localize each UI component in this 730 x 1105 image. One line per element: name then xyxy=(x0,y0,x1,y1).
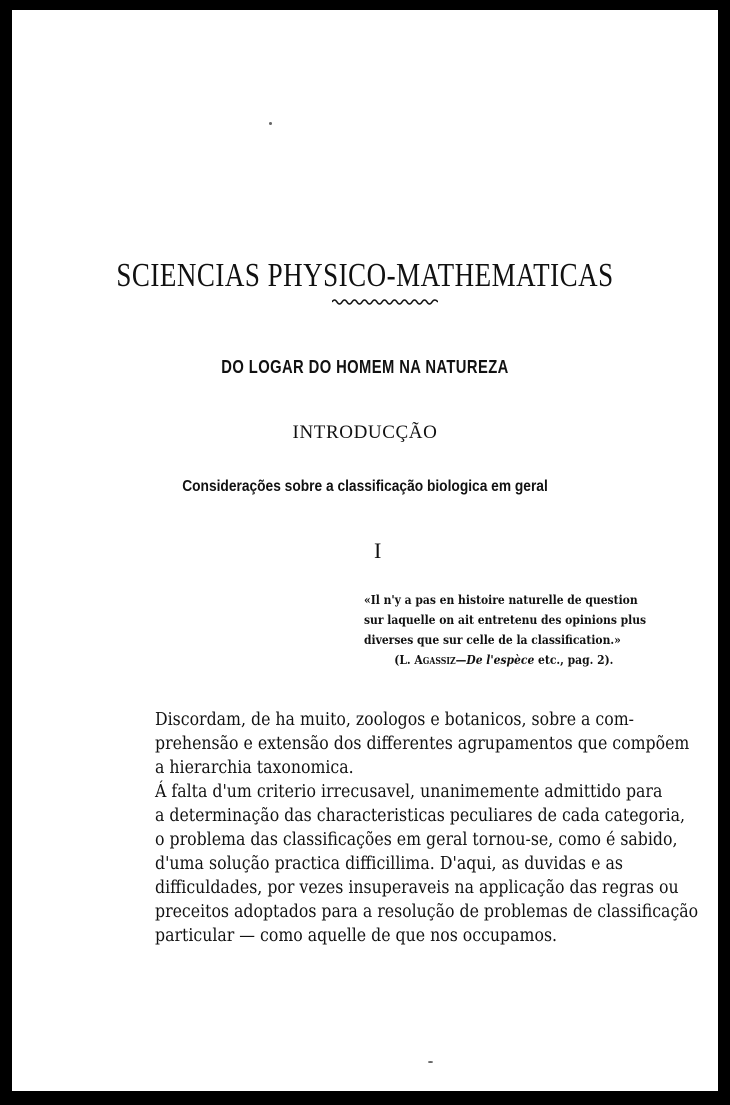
epigraph-line: sur laquelle on ait entretenu des opinions plus xyxy=(364,612,647,627)
wavy-rule-ornament xyxy=(332,298,438,306)
body-line: Discordam, de ha muito, zoologos e botanicos, sobre a com- xyxy=(155,710,634,730)
body-line: a hierarchia taxonomica. xyxy=(155,758,354,778)
section-numeral: I xyxy=(374,538,382,563)
body-line: o problema das classificações em geral tornou-se, como é sabido, xyxy=(155,830,678,850)
ink-speck xyxy=(269,122,272,125)
intro-heading: INTRODUCÇÃO xyxy=(292,422,438,443)
ink-speck xyxy=(428,1061,433,1063)
citation-work: De l'espèce xyxy=(466,652,535,667)
epigraph xyxy=(364,590,647,670)
body-line: Á falta d'um criterio irrecusavel, unanimemente admittido para xyxy=(155,782,663,802)
citation-rest: etc., pag. 2). xyxy=(534,652,614,667)
body-text xyxy=(155,708,699,948)
body-line: a determinação das characteristicas peculiares de cada categoria, xyxy=(155,806,686,826)
body-line: prehensão e extensão dos differentes agrupamentos que compõem xyxy=(155,734,690,754)
body-line: particular — como aquelle de que nos occupamos. xyxy=(155,926,558,946)
article-title: DO LOGAR DO HOMEM NA NATUREZA xyxy=(221,357,509,377)
body-line: difficuldades, por vezes insuperaveis na applicação das regras ou xyxy=(155,878,679,898)
citation-author: Agassiz xyxy=(414,652,456,667)
epigraph-citation xyxy=(364,650,613,670)
citation-dash: — xyxy=(455,652,467,667)
section-title: SCIENCIAS PHYSICO-MATHEMATICAS xyxy=(116,256,614,294)
epigraph-line: diverses que sur celle de la classification.» xyxy=(364,632,621,647)
citation-open: (L. xyxy=(394,652,415,667)
body-line: d'uma solução practica difficillima. D'aqui, as duvidas e as xyxy=(155,854,623,874)
body-line: preceitos adoptados para a resolução de problemas de classificação xyxy=(155,902,699,922)
bleed-through-texture xyxy=(122,98,642,114)
document-page xyxy=(12,10,718,1091)
subtitle: Considerações sobre a classificação biologica em geral xyxy=(182,478,548,495)
epigraph-line: «Il n'y a pas en histoire naturelle de question xyxy=(364,592,638,607)
